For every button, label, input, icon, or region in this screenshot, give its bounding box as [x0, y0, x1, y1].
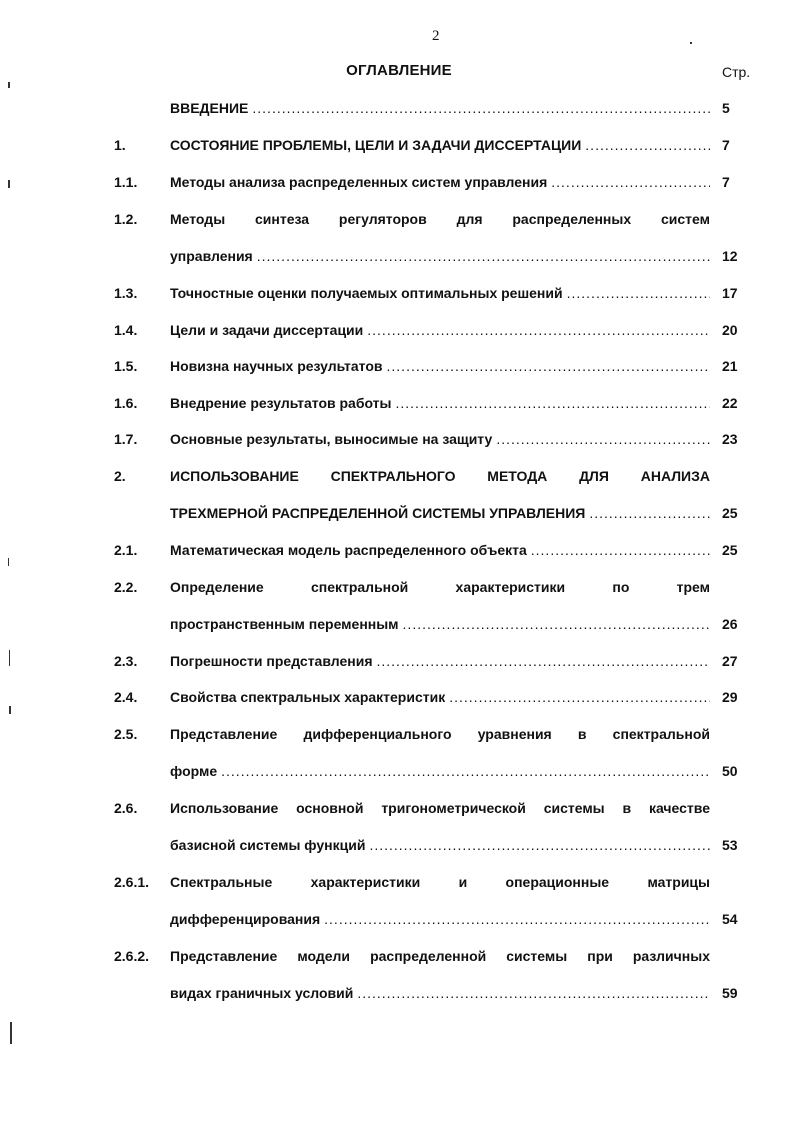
toc-entry-title: Представление дифференциального уравнения в спектральной — [170, 726, 710, 742]
toc-entry-title: Точностные оценки получаемых оптимальных решений — [170, 285, 563, 301]
toc-entry-page: 17 — [722, 285, 738, 301]
toc-entry-page: 59 — [722, 985, 738, 1001]
toc-entry-number: 2. — [114, 468, 126, 484]
toc-entry-number: 1.3. — [114, 285, 138, 301]
dot-leader — [367, 312, 710, 349]
toc-entry-number: 1.4. — [114, 322, 138, 338]
dot-leader — [252, 90, 710, 127]
toc-entry-number: 2.5. — [114, 726, 138, 742]
toc-entry-page: 53 — [722, 837, 738, 853]
dot-leader — [567, 275, 710, 312]
toc-entry-page: 20 — [722, 322, 738, 338]
toc-entry-number: 2.4. — [114, 689, 138, 705]
dot-leader — [496, 421, 710, 458]
toc-entry-title-cont: ТРЕХМЕРНОЙ РАСПРЕДЕЛЕННОЙ СИСТЕМЫ УПРАВЛЕНИЯ — [170, 505, 586, 521]
toc-entry-page: 7 — [722, 137, 730, 153]
toc-entry-page: 29 — [722, 689, 738, 705]
toc-entry-title-cont: дифференцирования — [170, 911, 321, 927]
toc-entry-number: 1. — [114, 137, 126, 153]
toc-entry-title: Определение спектральной характеристики по трем — [170, 579, 710, 595]
dot-leader — [377, 643, 711, 680]
toc-entry-page: 7 — [722, 174, 730, 190]
toc-entry-title: Основные результаты, выносимые на защиту — [170, 431, 493, 447]
toc-entry-number: 1.5. — [114, 358, 138, 374]
toc-entry-title-cont: форме — [170, 763, 218, 779]
scan-mark — [8, 558, 9, 566]
dot-leader — [357, 975, 710, 1012]
toc-entry-title: Спектральные характеристики и операционные матрицы — [170, 874, 710, 890]
dot-leader — [585, 127, 710, 164]
toc-entry-title-cont: пространственным переменным — [170, 616, 399, 632]
toc-entry-page: 54 — [722, 911, 738, 927]
dot-leader — [221, 753, 710, 790]
toc-entry-number: 2.6. — [114, 800, 138, 816]
scan-mark — [690, 42, 692, 44]
dot-leader — [589, 495, 710, 532]
toc-entry-number: 2.6.1. — [114, 874, 150, 890]
toc-entry-title: Методы синтеза регуляторов для распределенных систем — [170, 211, 710, 227]
dot-leader — [387, 348, 710, 385]
page-column-header: Стр. — [722, 64, 751, 80]
toc-entry-page: 25 — [722, 505, 738, 521]
toc-entry-page: 25 — [722, 542, 738, 558]
toc-entry-page: 5 — [722, 100, 730, 116]
toc-entry-number: 2.2. — [114, 579, 138, 595]
toc-entry-number: 1.1. — [114, 174, 138, 190]
dot-leader — [257, 238, 710, 275]
toc-entry-title: Математическая модель распределенного объекта — [170, 542, 527, 558]
toc-entry-title-cont: управления — [170, 248, 253, 264]
toc-entry-page: 26 — [722, 616, 738, 632]
toc-entry-title: Использование основной тригонометрической системы в качестве — [170, 800, 710, 816]
toc-entry-page: 22 — [722, 395, 738, 411]
toc-entry-title: ИСПОЛЬЗОВАНИЕ СПЕКТРАЛЬНОГО МЕТОДА ДЛЯ АНАЛИЗА — [170, 468, 710, 484]
toc-entry-title: Свойства спектральных характеристик — [170, 689, 446, 705]
toc-entry-number: 2.6.2. — [114, 948, 150, 964]
toc-entry-title: Внедрение результатов работы — [170, 395, 392, 411]
toc-entry-title: СОСТОЯНИЕ ПРОБЛЕМЫ, ЦЕЛИ И ЗАДАЧИ ДИССЕРТАЦИИ — [170, 137, 582, 153]
toc-entry-title-cont: базисной системы функций — [170, 837, 366, 853]
dot-leader — [403, 606, 710, 643]
toc-entry-page: 23 — [722, 431, 738, 447]
toc-title: ОГЛАВЛЕНИЕ — [346, 62, 452, 79]
toc-entry-title-cont: видах граничных условий — [170, 985, 354, 1001]
page-number: 2 — [432, 28, 440, 44]
dot-leader — [324, 901, 710, 938]
toc-entry-number: 1.2. — [114, 211, 138, 227]
scan-mark — [10, 1022, 12, 1044]
toc-entry-number: 2.3. — [114, 653, 138, 669]
toc-entry-number: 1.6. — [114, 395, 138, 411]
scan-mark — [9, 650, 10, 666]
dot-leader — [449, 679, 710, 716]
scan-mark — [9, 706, 11, 714]
toc-entry-page: 12 — [722, 248, 738, 264]
dot-leader — [396, 385, 711, 422]
toc-entry-page: 27 — [722, 653, 738, 669]
toc-entry-number: 1.7. — [114, 431, 138, 447]
toc-entry-number: 2.1. — [114, 542, 138, 558]
toc-entry-title: Представление модели распределенной системы при различных — [170, 948, 710, 964]
toc-entry-page: 21 — [722, 358, 738, 374]
dot-leader — [551, 164, 710, 201]
dot-leader — [531, 532, 710, 569]
dot-leader — [369, 827, 710, 864]
toc-entry-page: 50 — [722, 763, 738, 779]
scan-mark — [8, 180, 10, 188]
toc-entry-title: Погрешности представления — [170, 653, 373, 669]
toc-entry-title: ВВЕДЕНИЕ — [170, 100, 249, 116]
toc-entry-title: Новизна научных результатов — [170, 358, 383, 374]
toc-entry-title: Методы анализа распределенных систем управления — [170, 174, 548, 190]
toc-entry-title: Цели и задачи диссертации — [170, 322, 364, 338]
scan-mark — [8, 82, 10, 88]
